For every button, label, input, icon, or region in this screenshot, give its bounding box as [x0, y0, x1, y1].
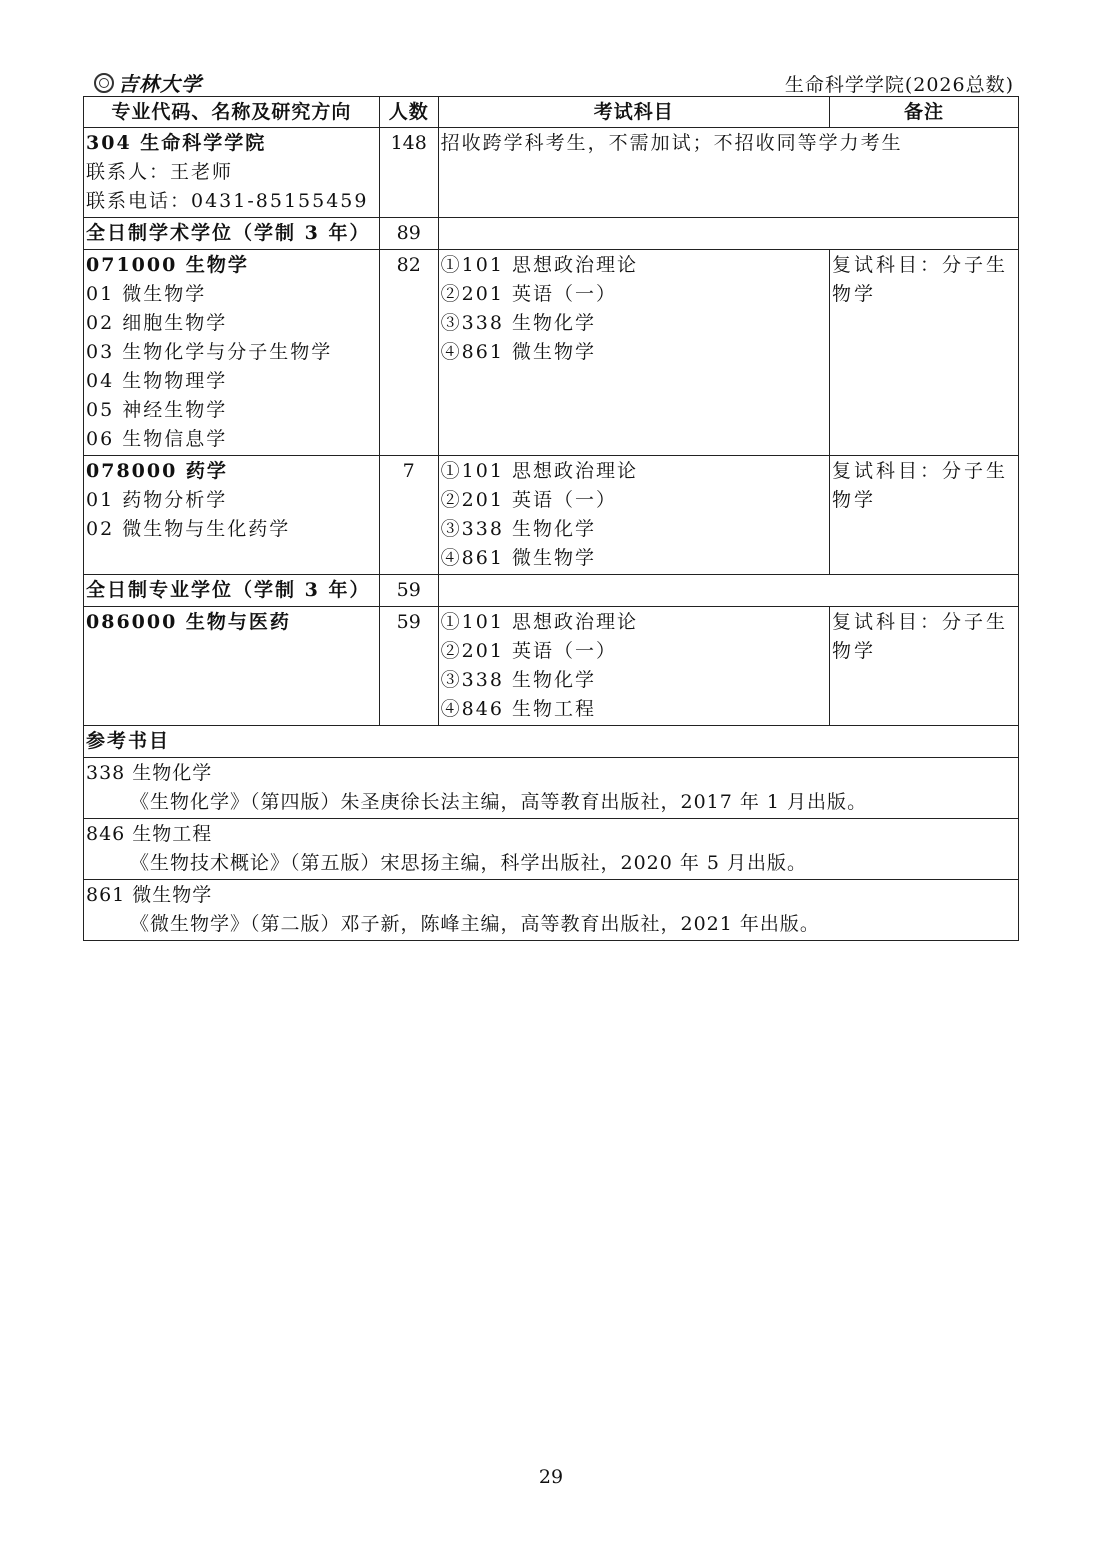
major-info [84, 607, 380, 726]
major-exams [438, 607, 829, 726]
section-title: 全日制专业学位（学制 3 年） [84, 575, 380, 607]
section-row [84, 575, 1019, 607]
college-name: 304 生命科学学院 [86, 132, 267, 154]
direction-item: 05 神经生物学 [86, 399, 228, 421]
table-header-row [84, 97, 1019, 128]
exam-item: ①101 思想政治理论 [440, 254, 638, 276]
reference-row [84, 880, 1019, 941]
major-remark: 复试科目：分子生物学 [829, 250, 1018, 456]
exam-item: ④846 生物工程 [440, 698, 596, 720]
reference-item [84, 819, 1019, 880]
major-row [84, 607, 1019, 726]
major-row [84, 250, 1019, 456]
exam-item: ③338 生物化学 [440, 312, 596, 334]
exam-item: ③338 生物化学 [440, 669, 596, 691]
college-info [84, 128, 380, 218]
major-name: 078000 药学 [86, 460, 228, 482]
direction-item: 01 微生物学 [86, 283, 207, 305]
direction-item: 02 微生物与生化药学 [86, 518, 291, 540]
direction-item: 06 生物信息学 [86, 428, 228, 450]
college-phone: 联系电话：0431-85155459 [86, 190, 369, 212]
header-count: 人数 [379, 97, 438, 128]
major-exams [438, 250, 829, 456]
exam-item: ④861 微生物学 [440, 547, 596, 569]
enrollment-table [83, 96, 1019, 941]
major-exams [438, 456, 829, 575]
exam-item: ②201 英语（一） [440, 283, 617, 305]
header-remarks: 备注 [829, 97, 1018, 128]
major-count: 59 [379, 607, 438, 726]
exam-item: ③338 生物化学 [440, 518, 596, 540]
reference-row [84, 819, 1019, 880]
major-count: 7 [379, 456, 438, 575]
direction-item: 01 药物分析学 [86, 489, 228, 511]
major-remark: 复试科目：分子生物学 [829, 456, 1018, 575]
college-note: 招收跨学科考生，不需加试；不招收同等学力考生 [438, 128, 1018, 218]
reference-book: 《生物技术概论》（第五版）宋思扬主编，科学出版社，2020 年 5 月出版。 [130, 852, 808, 874]
section-empty [438, 575, 1018, 607]
references-title-row [84, 726, 1019, 758]
major-row [84, 456, 1019, 575]
direction-item: 03 生物化学与分子生物学 [86, 341, 333, 363]
logo-text: 吉林大学 [118, 72, 202, 96]
section-count: 59 [379, 575, 438, 607]
university-seal-icon [94, 73, 114, 93]
college-row [84, 128, 1019, 218]
reference-item [84, 758, 1019, 819]
direction-item: 02 细胞生物学 [86, 312, 228, 334]
major-count: 82 [379, 250, 438, 456]
exam-item: ②201 英语（一） [440, 640, 617, 662]
major-info [84, 456, 380, 575]
reference-row [84, 758, 1019, 819]
reference-item [84, 880, 1019, 941]
reference-book: 《微生物学》（第二版）邓子新，陈峰主编，高等教育出版社，2021 年出版。 [130, 913, 820, 935]
direction-item: 04 生物物理学 [86, 370, 228, 392]
section-count: 89 [379, 218, 438, 250]
reference-subject: 846 生物工程 [86, 823, 213, 845]
reference-subject: 338 生物化学 [86, 762, 213, 784]
reference-subject: 861 微生物学 [86, 884, 213, 906]
section-empty [438, 218, 1018, 250]
header-major: 专业代码、名称及研究方向 [84, 97, 380, 128]
exam-item: ①101 思想政治理论 [440, 460, 638, 482]
header-exams: 考试科目 [438, 97, 829, 128]
college-contact: 联系人：王老师 [86, 161, 234, 183]
references-title: 参考书目 [84, 726, 1019, 758]
section-title: 全日制学术学位（学制 3 年） [84, 218, 380, 250]
header-title: 生命科学学院(2026总数) [784, 74, 1014, 96]
exam-item: ①101 思想政治理论 [440, 611, 638, 633]
university-logo [94, 68, 202, 97]
section-row [84, 218, 1019, 250]
reference-book: 《生物化学》（第四版）朱圣庚徐长法主编，高等教育出版社，2017 年 1 月出版。 [130, 791, 868, 813]
college-count: 148 [379, 128, 438, 218]
exam-item: ②201 英语（一） [440, 489, 617, 511]
major-remark: 复试科目：分子生物学 [829, 607, 1018, 726]
exam-item: ④861 微生物学 [440, 341, 596, 363]
page-number: 29 [538, 1466, 564, 1488]
major-name: 086000 生物与医药 [86, 611, 291, 633]
page-header [84, 68, 1018, 96]
major-info [84, 250, 380, 456]
major-name: 071000 生物学 [86, 254, 249, 276]
